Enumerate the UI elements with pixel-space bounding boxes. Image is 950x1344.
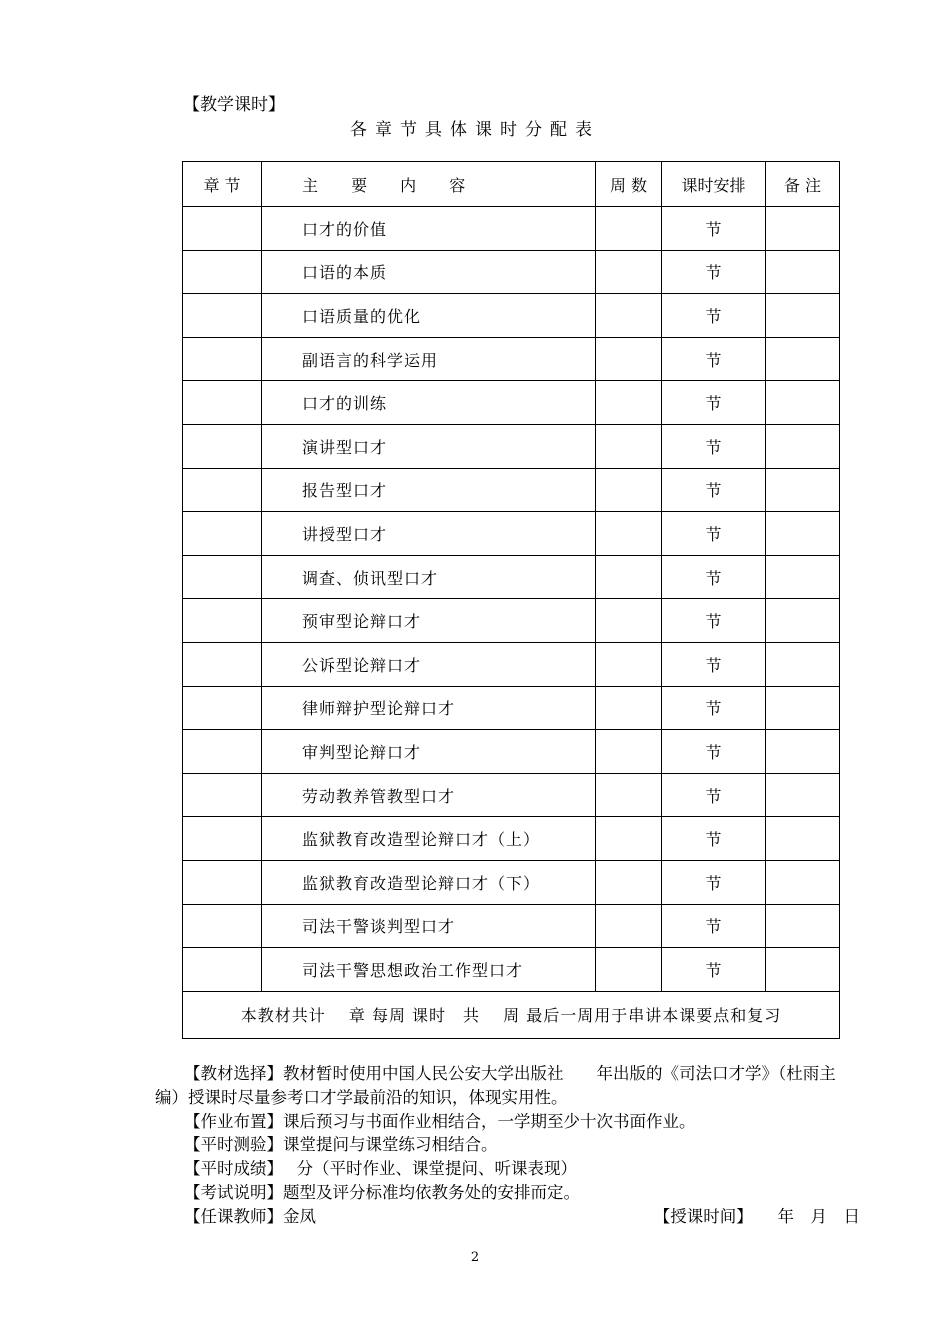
table-row — [183, 730, 840, 774]
note-exam: 【考试说明】题型及评分标准均依教务处的安排而定。 — [184, 1182, 580, 1202]
cell-chapter — [183, 817, 262, 861]
cell-weeks — [596, 817, 662, 861]
note-regular-grade: 【平时成绩】 分（平时作业、课堂提问、听课表现） — [184, 1159, 577, 1179]
cell-content — [262, 381, 596, 425]
cell-content — [262, 730, 596, 774]
table-row — [183, 468, 840, 512]
table-body — [183, 207, 840, 992]
cell-weeks — [596, 860, 662, 904]
cell-hours: 节 — [662, 381, 766, 425]
cell-hours: 节 — [662, 468, 766, 512]
table-row — [183, 860, 840, 904]
teaching-time-label: 【授课时间】 年 月 日 — [653, 1206, 860, 1226]
cell-content-text: 口语的本质 — [302, 263, 388, 283]
cell-content — [262, 686, 596, 730]
col-header-content — [262, 162, 596, 207]
cell-content — [262, 207, 596, 251]
cell-weeks — [596, 599, 662, 643]
cell-hours: 节 — [662, 294, 766, 338]
cell-notes — [766, 948, 840, 992]
page-number: 2 — [470, 1250, 480, 1265]
table-row — [183, 250, 840, 294]
cell-hours: 节 — [662, 904, 766, 948]
cell-chapter — [183, 599, 262, 643]
cell-chapter — [183, 468, 262, 512]
cell-hours: 节 — [662, 555, 766, 599]
cell-hours: 节 — [662, 512, 766, 556]
cell-content-text: 劳动教养管教型口才 — [302, 786, 456, 806]
summary-cell: 本教材共计 章 每周 课时 共 周 最后一周用于串讲本课要点和复习 — [183, 991, 840, 1038]
cell-notes — [766, 817, 840, 861]
cell-content-text: 演讲型口才 — [302, 437, 388, 457]
cell-chapter — [183, 381, 262, 425]
cell-chapter — [183, 250, 262, 294]
cell-content-text: 司法干警谈判型口才 — [302, 917, 456, 937]
cell-hours: 节 — [662, 817, 766, 861]
cell-content — [262, 904, 596, 948]
cell-weeks — [596, 686, 662, 730]
cell-content — [262, 817, 596, 861]
note-homework: 【作业布置】课后预习与书面作业相结合，一学期至少十次书面作业。 — [184, 1111, 696, 1131]
cell-content-text: 口才的价值 — [302, 219, 388, 239]
cell-chapter — [183, 512, 262, 556]
course-notes — [155, 1062, 860, 1229]
cell-hours: 节 — [662, 250, 766, 294]
cell-chapter — [183, 555, 262, 599]
table-row — [183, 948, 840, 992]
cell-content — [262, 468, 596, 512]
cell-weeks — [596, 381, 662, 425]
cell-content-text: 口才的训练 — [302, 394, 388, 414]
cell-chapter — [183, 860, 262, 904]
table-title: 各章节具体课时分配表 — [350, 120, 600, 140]
col-header-hours: 课时安排 — [662, 162, 766, 207]
cell-content-text: 司法干警思想政治工作型口才 — [302, 960, 524, 980]
cell-weeks — [596, 773, 662, 817]
cell-content — [262, 555, 596, 599]
cell-notes — [766, 904, 840, 948]
table-row — [183, 686, 840, 730]
cell-content-text: 报告型口才 — [302, 481, 388, 501]
cell-chapter — [183, 730, 262, 774]
cell-chapter — [183, 642, 262, 686]
cell-content — [262, 599, 596, 643]
table-row — [183, 904, 840, 948]
table-row — [183, 424, 840, 468]
cell-content-text: 调查、侦讯型口才 — [302, 568, 439, 588]
table-row — [183, 817, 840, 861]
table-row — [183, 773, 840, 817]
cell-weeks — [596, 424, 662, 468]
hours-allocation-table — [182, 161, 840, 1039]
cell-hours: 节 — [662, 642, 766, 686]
cell-hours: 节 — [662, 599, 766, 643]
table-row — [183, 599, 840, 643]
cell-hours: 节 — [662, 730, 766, 774]
cell-notes — [766, 294, 840, 338]
cell-weeks — [596, 730, 662, 774]
cell-notes — [766, 424, 840, 468]
cell-content-text: 审判型论辩口才 — [302, 742, 422, 762]
cell-content — [262, 642, 596, 686]
cell-weeks — [596, 948, 662, 992]
cell-content — [262, 512, 596, 556]
cell-notes — [766, 555, 840, 599]
table-row — [183, 512, 840, 556]
cell-notes — [766, 250, 840, 294]
table-row — [183, 294, 840, 338]
cell-hours: 节 — [662, 686, 766, 730]
cell-hours: 节 — [662, 337, 766, 381]
cell-content-text: 监狱教育改造型论辩口才（下） — [302, 873, 541, 893]
cell-content-text: 预审型论辩口才 — [302, 612, 422, 632]
cell-notes — [766, 730, 840, 774]
cell-content-text: 律师辩护型论辩口才 — [302, 699, 456, 719]
summary-row — [183, 991, 840, 1038]
cell-chapter — [183, 207, 262, 251]
cell-chapter — [183, 686, 262, 730]
cell-hours: 节 — [662, 207, 766, 251]
cell-notes — [766, 337, 840, 381]
table-row — [183, 555, 840, 599]
cell-content — [262, 424, 596, 468]
cell-content — [262, 337, 596, 381]
cell-chapter — [183, 337, 262, 381]
cell-content — [262, 948, 596, 992]
cell-content-text: 监狱教育改造型论辩口才（上） — [302, 830, 541, 850]
cell-weeks — [596, 294, 662, 338]
table-row — [183, 337, 840, 381]
cell-notes — [766, 207, 840, 251]
note-quizzes: 【平时测验】课堂提问与课堂练习相结合。 — [184, 1135, 498, 1155]
cell-weeks — [596, 512, 662, 556]
col-header-content-label: 主 要 内 容 — [302, 175, 480, 195]
cell-content-text: 公诉型论辩口才 — [302, 655, 422, 675]
cell-notes — [766, 642, 840, 686]
cell-hours: 节 — [662, 773, 766, 817]
table-row — [183, 642, 840, 686]
cell-chapter — [183, 424, 262, 468]
table-row — [183, 207, 840, 251]
cell-weeks — [596, 250, 662, 294]
cell-hours: 节 — [662, 424, 766, 468]
cell-content — [262, 773, 596, 817]
col-header-chapter: 章 节 — [183, 162, 262, 207]
cell-notes — [766, 512, 840, 556]
cell-content — [262, 860, 596, 904]
teacher-line — [155, 1205, 860, 1229]
cell-content-text: 口语质量的优化 — [302, 306, 422, 326]
cell-notes — [766, 860, 840, 904]
cell-notes — [766, 686, 840, 730]
cell-weeks — [596, 555, 662, 599]
cell-weeks — [596, 468, 662, 512]
cell-notes — [766, 468, 840, 512]
cell-content — [262, 250, 596, 294]
table-header-row — [183, 162, 840, 207]
cell-content-text: 讲授型口才 — [302, 524, 388, 544]
cell-hours: 节 — [662, 948, 766, 992]
cell-hours: 节 — [662, 860, 766, 904]
cell-notes — [766, 599, 840, 643]
section-heading: 【教学课时】 — [183, 95, 285, 115]
cell-content — [262, 294, 596, 338]
cell-chapter — [183, 948, 262, 992]
teacher-label: 【任课教师】金凤 — [184, 1206, 316, 1226]
cell-chapter — [183, 294, 262, 338]
cell-notes — [766, 381, 840, 425]
cell-weeks — [596, 642, 662, 686]
table-row — [183, 381, 840, 425]
cell-content-text: 副语言的科学运用 — [302, 350, 439, 370]
cell-weeks — [596, 904, 662, 948]
note-textbook: 【教材选择】教材暂时使用中国人民公安大学出版社 年出版的《司法口才学》（杜雨主编）授课时尽量参考口才学最前沿的知识，体现实用性。 — [155, 1064, 836, 1107]
cell-weeks — [596, 207, 662, 251]
cell-notes — [766, 773, 840, 817]
cell-chapter — [183, 904, 262, 948]
col-header-weeks: 周 数 — [596, 162, 662, 207]
cell-weeks — [596, 337, 662, 381]
cell-chapter — [183, 773, 262, 817]
col-header-notes: 备 注 — [766, 162, 840, 207]
